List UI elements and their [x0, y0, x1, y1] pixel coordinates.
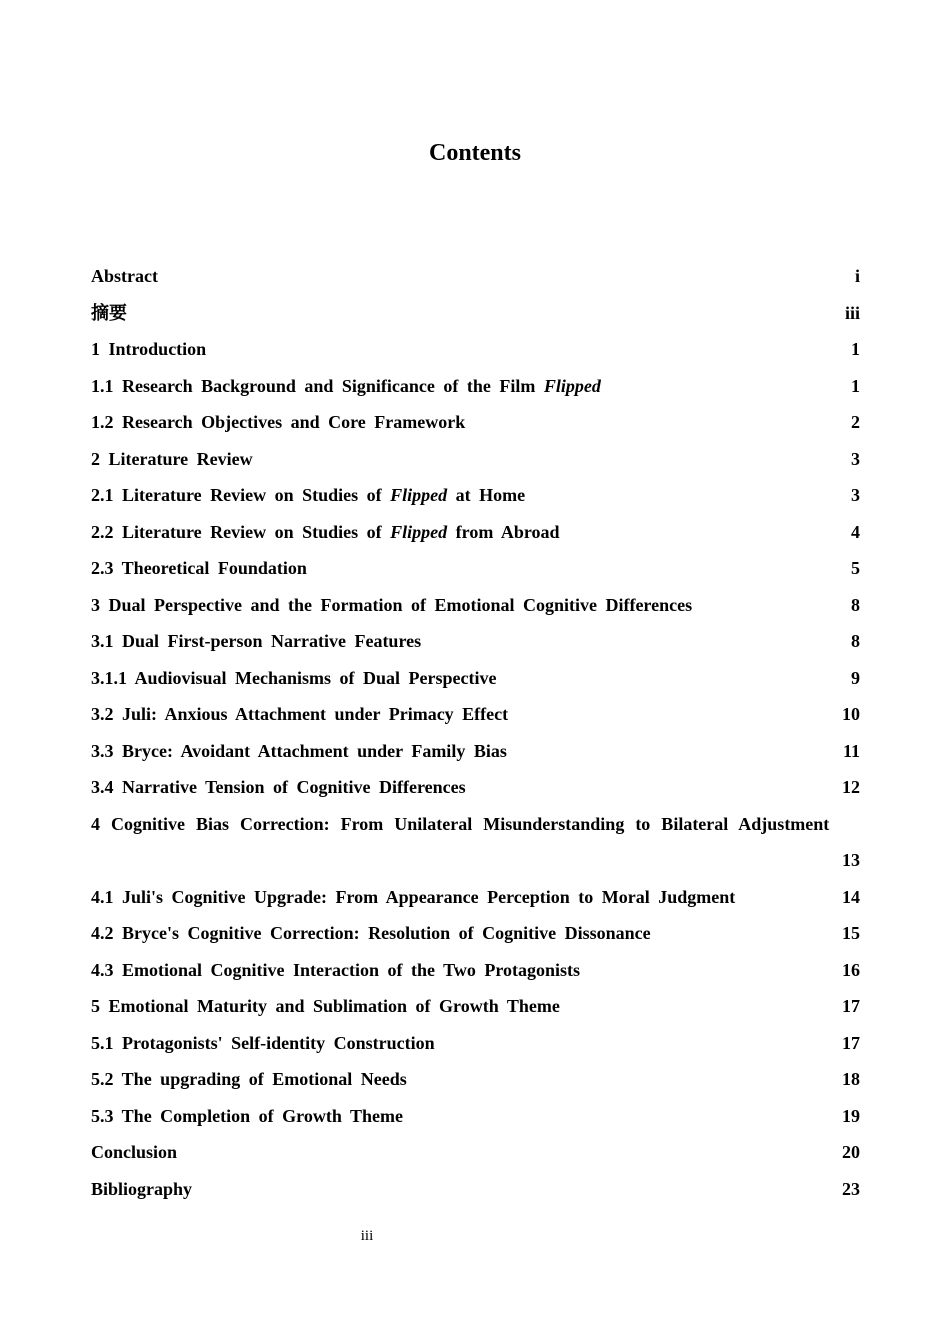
toc-entry-page-number: 17: [842, 996, 860, 1016]
toc-entry[interactable]: [91, 660, 860, 697]
toc-entry[interactable]: [91, 295, 860, 332]
toc-entry-page-number: 12: [842, 777, 860, 797]
toc-entry-page-number: 1: [851, 375, 860, 396]
toc-entry-film-title: Flipped: [390, 521, 448, 542]
toc-entry-title: [91, 295, 127, 332]
toc-entry[interactable]: [91, 696, 860, 733]
toc-entry[interactable]: [91, 733, 860, 770]
toc-entry-page-number: 19: [842, 1105, 860, 1126]
toc-entry-title-text: 5.2 The upgrading of Emotional Needs: [91, 1069, 407, 1089]
toc-entry-film-title: Flipped: [390, 485, 448, 505]
footer-page-number: iii: [360, 1228, 374, 1244]
toc-entry-title-text: 1.1 Research Background and Significance of the Film: [91, 375, 544, 396]
toc-entry[interactable]: [91, 477, 860, 514]
toc-entry-title: [91, 1171, 192, 1208]
toc-entry[interactable]: [91, 1171, 860, 1208]
toc-entry-title-text: 2.1 Literature Review on Studies of: [91, 485, 391, 505]
toc-entry-title: [91, 1025, 435, 1062]
toc-entry[interactable]: [91, 879, 860, 916]
toc-entry-title-text: 3.4 Narrative Tension of Cognitive Differences: [91, 777, 466, 797]
toc-entry-page-number: 9: [851, 667, 860, 688]
toc-entry-page-number: 10: [842, 704, 860, 724]
page-title: Contents: [428, 140, 521, 166]
toc-entry[interactable]: [91, 988, 860, 1025]
toc-entry-title: [91, 368, 601, 405]
toc-entry-page-number: 14: [842, 886, 860, 907]
toc-entry-page-number: 3: [851, 485, 860, 505]
toc-entry-title-text: 3.1 Dual First-person Narrative Features: [91, 631, 422, 651]
toc-entry[interactable]: [91, 331, 860, 368]
toc-entry-title: [91, 1061, 407, 1098]
toc-entry-title-text: Bibliography: [91, 1178, 193, 1199]
toc-entry-title: [91, 1134, 177, 1171]
toc-entry-title-text: 2 Literature Review: [91, 448, 253, 469]
toc-entry[interactable]: [91, 550, 860, 587]
toc-entry-title: [91, 660, 497, 697]
toc-entry[interactable]: [91, 623, 860, 660]
toc-entry[interactable]: [91, 769, 860, 806]
toc-entry-title-text: Abstract: [91, 266, 158, 286]
toc-entry-title: [91, 879, 735, 916]
toc-entry-page-number: 18: [842, 1069, 860, 1089]
toc-entry-title-text: 2.2 Literature Review on Studies of: [91, 521, 391, 542]
toc-entry-title: [91, 952, 580, 989]
toc-entry-title: [91, 550, 307, 587]
toc-entry-title-text: 5 Emotional Maturity and Sublimation of Growth Theme: [91, 996, 560, 1016]
toc-entry[interactable]: [91, 1098, 860, 1135]
toc-entry-title-text: 3.1.1 Audiovisual Mechanisms of Dual Perspective: [91, 667, 497, 688]
toc-entry-title: [91, 769, 466, 806]
toc-entry[interactable]: [91, 1025, 860, 1062]
toc-entry[interactable]: [91, 915, 860, 952]
toc-entry-page-number: 11: [842, 740, 860, 761]
toc-entry[interactable]: [91, 587, 860, 624]
toc-entry-page-number: 16: [842, 959, 860, 980]
toc-entry-page-number: 17: [842, 1032, 860, 1053]
toc-entry-title-text: 摘要: [91, 302, 127, 323]
toc-entry-title-suffix: from Abroad: [447, 521, 560, 542]
table-of-contents: [91, 258, 860, 1207]
toc-entry-title: [91, 915, 651, 952]
toc-entry-title: [91, 404, 465, 441]
toc-entry-page-number: 13: [842, 850, 860, 870]
toc-entry-title: [91, 258, 158, 295]
toc-entry-title-text: 5.3 The Completion of Growth Theme: [91, 1105, 404, 1126]
toc-entry-title: [91, 587, 692, 624]
toc-entry-page-number: 8: [851, 631, 860, 651]
toc-entry[interactable]: [91, 1061, 860, 1098]
toc-entry-title-text: Conclusion: [91, 1142, 178, 1162]
toc-entry-page-number: 5: [851, 558, 860, 578]
toc-entry[interactable]: [91, 404, 860, 441]
toc-entry[interactable]: [91, 441, 860, 478]
toc-entry-title-text: 5.1 Protagonists' Self-identity Construction: [91, 1032, 435, 1053]
toc-entry-page-number: 23: [842, 1178, 860, 1199]
toc-entry-title-text: 2.3 Theoretical Foundation: [91, 558, 307, 578]
toc-entry-film-title: Flipped: [543, 375, 601, 396]
toc-entry-page-number: 3: [851, 448, 860, 469]
toc-entry-title-text: 3.3 Bryce: Avoidant Attachment under Family Bias: [91, 740, 507, 761]
toc-entry[interactable]: [91, 952, 860, 989]
toc-entry-title: [91, 331, 206, 368]
toc-entry-title: [91, 988, 560, 1025]
toc-entry-page-number: 8: [851, 594, 860, 615]
toc-entry[interactable]: [91, 368, 860, 405]
toc-entry-page-number: iii: [844, 302, 860, 323]
toc-entry-title-suffix: at Home: [447, 485, 526, 505]
toc-entry[interactable]: [91, 514, 860, 551]
toc-entry-title: [91, 733, 507, 770]
toc-entry-page-number: 15: [842, 923, 860, 943]
toc-entry[interactable]: [91, 806, 860, 879]
toc-entry-page-number: 20: [842, 1142, 860, 1162]
toc-entry-title: [91, 477, 525, 514]
toc-entry-title: [91, 1098, 403, 1135]
toc-entry[interactable]: [91, 1134, 860, 1171]
toc-entry-title-text: 4.1 Juli's Cognitive Upgrade: From Appearance Perception to Moral Judgment: [91, 886, 736, 907]
toc-entry-title: [91, 696, 508, 733]
toc-entry-title: [91, 806, 860, 843]
toc-entry-page-number: 1: [851, 339, 860, 359]
toc-entry-title: [91, 441, 253, 478]
toc-entry-title-text: 4.3 Emotional Cognitive Interaction of the Two Protagonists: [91, 959, 580, 980]
toc-entry-title-text: 1.2 Research Objectives and Core Framework: [91, 412, 466, 432]
toc-entry-page-number: 2: [851, 412, 860, 432]
toc-entry-title-text: 3.2 Juli: Anxious Attachment under Primacy Effect: [91, 704, 509, 724]
toc-entry-title-text: 1 Introduction: [91, 339, 207, 359]
toc-entry-title-text: 4 Cognitive Bias Correction: From Unilateral Misunderstanding to Bilateral Adjustment: [91, 813, 830, 834]
toc-entry-title-text: 4.2 Bryce's Cognitive Correction: Resolution of Cognitive Dissonance: [91, 923, 651, 943]
toc-entry-title: [91, 623, 421, 660]
toc-entry[interactable]: [91, 258, 860, 295]
toc-entry-page-number: 4: [851, 521, 860, 542]
toc-entry-title-text: 3 Dual Perspective and the Formation of Emotional Cognitive Differences: [91, 594, 693, 615]
toc-entry-title: [91, 514, 560, 551]
toc-entry-page-number: i: [854, 266, 860, 286]
